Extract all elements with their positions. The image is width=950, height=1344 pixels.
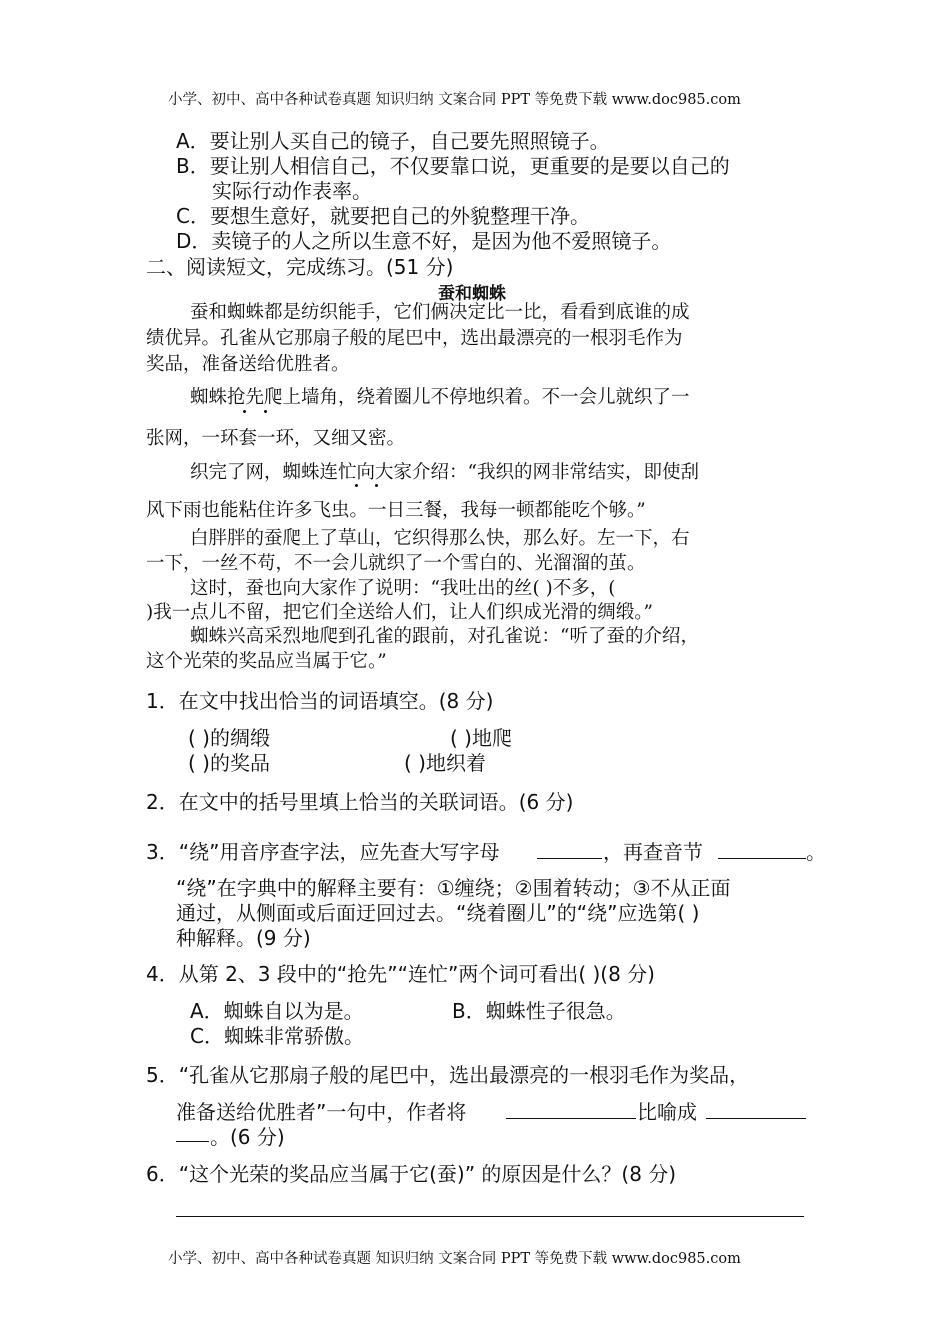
paragraph1-line3: 奖品，准备送给优胜者。 (146, 354, 350, 375)
emphasis-dot (355, 484, 358, 487)
emphasis-dot (243, 410, 246, 413)
section2-heading: 二、阅读短文，完成练习。(51 分) (146, 255, 454, 279)
paragraph4-line2: 一下，一丝不苟，不一会儿就织了一个雪白的、光溜溜的茧。 (146, 553, 646, 574)
option-b-line2: 实际行动作表率。 (212, 179, 372, 203)
q5-blank-metaphor-cont[interactable] (176, 1141, 209, 1142)
q1-blank-prize[interactable]: ( )的奖品 (188, 751, 270, 775)
question-3-line2: “绕”在字典中的解释主要有：①缠绕；②围着转动；③不从正面 (176, 876, 731, 900)
paragraph4-line1: 白胖胖的蚕爬上了草山，它织得那么快，那么好。左一下，右 (190, 528, 690, 549)
question-6: 6．“这个光荣的奖品应当属于它(蚕)” 的原因是什么？(8 分) (146, 1162, 677, 1186)
page-footer: 小学、初中、高中各种试卷真题 知识归纳 文案合同 PPT 等免费下载 www.doc985.com (168, 1251, 741, 1267)
paragraph1-line1: 蚕和蜘蛛都是纺织能手，它们俩决定比一比，看看到底谁的成 (190, 302, 690, 323)
paragraph3-line2: 风下雨也能粘住许多飞虫。一日三餐，我每一顿都能吃个够。” (146, 500, 646, 521)
question-5-line2b: 比喻成 (637, 1100, 697, 1124)
paragraph3-line1: 织完了网，蜘蛛连忙向大家介绍：“我织的网非常结实，即使刮 (190, 462, 699, 483)
q3-blank-syllable[interactable] (718, 858, 806, 859)
question-3-line4: 种解释。(9 分) (176, 926, 311, 950)
question-3-end: 。 (806, 840, 826, 864)
paragraph1-line2: 绩优异。孔雀从它那扇子般的尾巴中，选出最漂亮的一根羽毛作为 (146, 328, 683, 349)
emphasis-dot (264, 410, 267, 413)
q5-blank-subject[interactable] (506, 1118, 636, 1119)
paragraph5-line2: )我一点儿不留，把它们全送给人们，让人们织成光滑的绸缎。” (146, 602, 653, 623)
paragraph2-line2: 张网，一环套一环，又细又密。 (146, 428, 406, 449)
q3-blank-letter[interactable] (537, 858, 602, 859)
q1-blank-weave[interactable]: ( )地织着 (404, 751, 486, 775)
q6-answer-line[interactable] (176, 1216, 804, 1217)
emphasis-dot (375, 484, 378, 487)
option-d: D．卖镜子的人之所以生意不好，是因为他不爱照镜子。 (176, 229, 672, 253)
question-5-line3: 。(6 分) (210, 1125, 285, 1149)
q5-blank-metaphor[interactable] (706, 1118, 806, 1119)
q4-option-b[interactable]: B．蜘蛛性子很急。 (452, 999, 626, 1023)
question-2: 2．在文中的括号里填上恰当的关联词语。(6 分) (146, 790, 574, 814)
q1-blank-silk[interactable]: ( )的绸缎 (188, 726, 270, 750)
question-5-line2a: 准备送给优胜者”一句中，作者将 (176, 1100, 467, 1124)
option-a: A．要让别人买自己的镜子，自己要先照照镜子。 (176, 129, 610, 153)
question-5-line1: 5．“孔雀从它那扇子般的尾巴中，选出最漂亮的一根羽毛作为奖品， (146, 1063, 750, 1087)
question-3-line1: 3．“绕”用音序查字法，应先查大写字母 (146, 840, 500, 864)
paragraph6-line1: 蜘蛛兴高采烈地爬到孔雀的跟前，对孔雀说：“听了蚕的介绍， (190, 626, 699, 647)
option-c: C．要想生意好，就要把自己的外貌整理干净。 (176, 204, 590, 228)
story-title: 蚕和蜘蛛 (438, 284, 506, 304)
paragraph5-line1: 这时，蚕也向大家作了说明：“我吐出的丝( )不多，( (190, 578, 616, 599)
q1-blank-crawl[interactable]: ( )地爬 (450, 726, 512, 750)
paragraph6-line2: 这个光荣的奖品应当属于它。” (146, 651, 387, 672)
q4-option-a[interactable]: A．蜘蛛自以为是。 (190, 999, 364, 1023)
question-4: 4．从第 2、3 段中的“抢先”“连忙”两个词可看出( )(8 分) (146, 962, 655, 986)
q4-option-c[interactable]: C．蜘蛛非常骄傲。 (190, 1024, 364, 1048)
question-1: 1．在文中找出恰当的词语填空。(8 分) (146, 689, 494, 713)
page-header: 小学、初中、高中各种试卷真题 知识归纳 文案合同 PPT 等免费下载 www.doc985.com (168, 92, 741, 108)
option-b-line1: B．要让别人相信自己，不仅要靠口说，更重要的是要以自己的 (176, 154, 730, 178)
question-3-line3: 通过，从侧面或后面迂回过去。“绕着圈儿”的“绕”应选第( ) (176, 901, 700, 925)
paragraph2-line1: 蜘蛛抢先爬上墙角，绕着圈儿不停地织着。不一会儿就织了一 (190, 387, 690, 408)
question-3-mid: ，再查音节 (603, 840, 703, 864)
